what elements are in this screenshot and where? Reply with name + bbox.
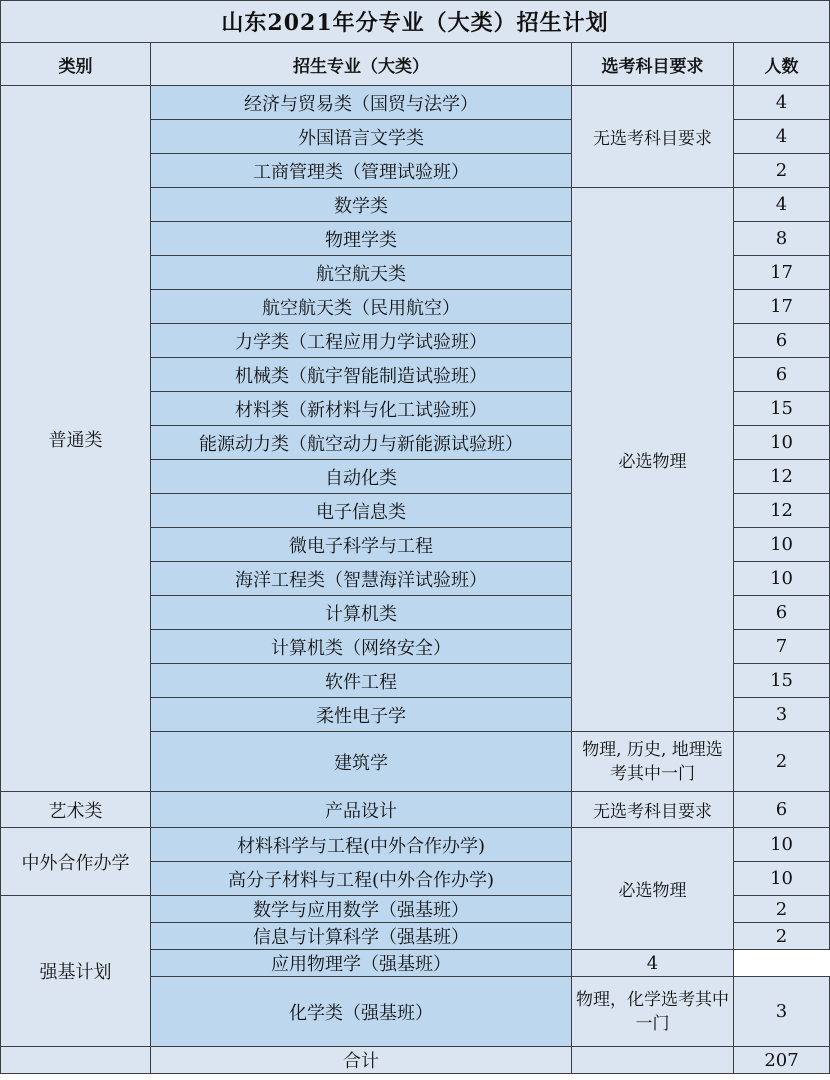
major-cell: 电子信息类 (151, 494, 572, 528)
major-cell: 化学类（强基班） (151, 977, 572, 1047)
count-cell: 10 (734, 828, 830, 862)
count-cell: 6 (734, 596, 830, 630)
major-cell: 力学类（工程应用力学试验班） (151, 324, 572, 358)
major-cell: 工商管理类（管理试验班） (151, 154, 572, 188)
major-cell: 物理学类 (151, 222, 572, 256)
table-row (1, 828, 830, 862)
major-cell: 航空航天类 (151, 256, 572, 290)
major-cell: 柔性电子学 (151, 698, 572, 732)
count-cell: 15 (734, 392, 830, 426)
category-cell-art: 艺术类 (1, 792, 151, 828)
count-cell: 2 (734, 732, 830, 792)
major-cell: 软件工程 (151, 664, 572, 698)
major-cell: 海洋工程类（智慧海洋试验班） (151, 562, 572, 596)
table-row (1, 86, 830, 120)
count-cell: 15 (734, 664, 830, 698)
count-cell: 2 (734, 923, 830, 950)
major-cell: 能源动力类（航空动力与新能源试验班） (151, 426, 572, 460)
major-cell: 经济与贸易类（国贸与法学） (151, 86, 572, 120)
header-row (1, 43, 830, 86)
count-cell: 6 (734, 792, 830, 828)
major-cell: 航空航天类（民用航空） (151, 290, 572, 324)
total-value: 207 (734, 1047, 830, 1074)
count-cell: 6 (734, 324, 830, 358)
header-category: 类别 (1, 43, 151, 86)
total-blank-cell (1, 1047, 151, 1074)
major-cell: 材料类（新材料与化工试验班） (151, 392, 572, 426)
count-cell: 8 (734, 222, 830, 256)
count-cell: 10 (734, 528, 830, 562)
major-cell: 微电子科学与工程 (151, 528, 572, 562)
requirement-cell-none-art: 无选考科目要求 (572, 792, 734, 828)
count-cell: 10 (734, 862, 830, 896)
count-cell: 2 (734, 154, 830, 188)
major-cell: 建筑学 (151, 732, 572, 792)
count-cell: 6 (734, 358, 830, 392)
header-major: 招生专业（大类） (151, 43, 572, 86)
category-cell-strong-base: 强基计划 (1, 896, 151, 1047)
count-cell: 7 (734, 630, 830, 664)
total-label: 合计 (151, 1047, 572, 1074)
major-cell: 数学类 (151, 188, 572, 222)
table-row (1, 792, 830, 828)
count-cell: 4 (734, 120, 830, 154)
major-cell: 计算机类（网络安全） (151, 630, 572, 664)
header-requirement: 选考科目要求 (572, 43, 734, 86)
count-cell: 4 (734, 86, 830, 120)
category-cell-general: 普通类 (1, 86, 151, 792)
major-cell: 应用物理学（强基班） (151, 950, 572, 977)
count-cell: 3 (734, 977, 830, 1047)
count-cell: 2 (734, 896, 830, 923)
count-cell: 10 (734, 426, 830, 460)
count-cell: 3 (734, 698, 830, 732)
count-cell: 17 (734, 256, 830, 290)
title-row (1, 1, 830, 43)
count-cell: 12 (734, 494, 830, 528)
count-cell: 12 (734, 460, 830, 494)
table-title: 山东2021年分专业（大类）招生计划 (1, 1, 830, 43)
major-cell: 高分子材料与工程(中外合作办学) (151, 862, 572, 896)
count-cell: 17 (734, 290, 830, 324)
major-cell: 外国语言文学类 (151, 120, 572, 154)
requirement-cell-none: 无选考科目要求 (572, 86, 734, 188)
total-row (1, 1047, 830, 1074)
requirement-cell-phys-chem: 物理，化学选考其中一门 (572, 977, 734, 1047)
count-cell: 4 (734, 188, 830, 222)
major-cell: 机械类（航宇智能制造试验班） (151, 358, 572, 392)
major-cell: 数学与应用数学（强基班） (151, 896, 572, 923)
major-cell: 材料科学与工程(中外合作办学) (151, 828, 572, 862)
major-cell: 信息与计算科学（强基班） (151, 923, 572, 950)
requirement-cell-phys-hist-geo: 物理, 历史, 地理选考其中一门 (572, 732, 734, 792)
count-cell: 10 (734, 562, 830, 596)
requirement-cell-physics-sf: 必选物理 (572, 828, 734, 950)
category-cell-sino-foreign: 中外合作办学 (1, 828, 151, 896)
requirement-cell-physics: 必选物理 (572, 188, 734, 732)
major-cell: 自动化类 (151, 460, 572, 494)
total-blank-cell (572, 1047, 734, 1074)
major-cell: 计算机类 (151, 596, 572, 630)
major-cell: 产品设计 (151, 792, 572, 828)
header-count: 人数 (734, 43, 830, 86)
count-cell: 4 (572, 950, 734, 977)
